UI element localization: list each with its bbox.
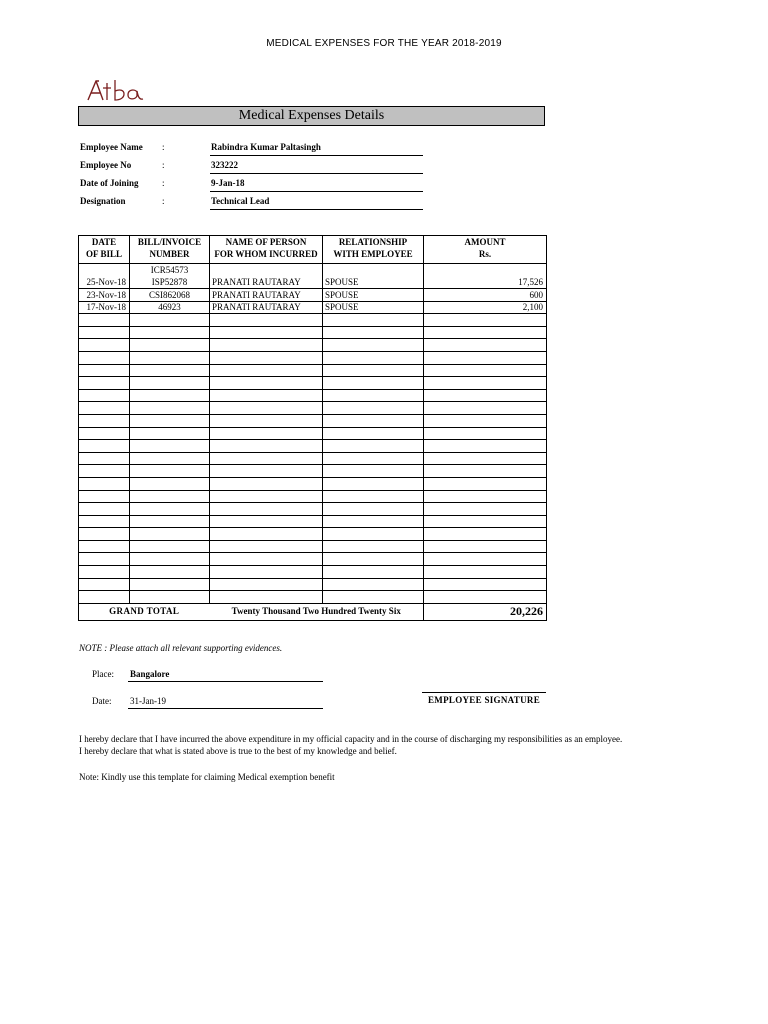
empty-cell [323,440,424,453]
empty-cell [130,351,210,364]
empty-cell [210,540,323,553]
amount-cell: 2,100 [424,301,547,314]
empty-cell [130,515,210,528]
empty-cell [210,389,323,402]
bill-date-cell: 17-Nov-18 [79,301,130,314]
empty-cell [79,540,130,553]
empty-table-row [79,427,547,440]
empty-cell [79,414,130,427]
empty-table-row [79,503,547,516]
empty-cell [323,364,424,377]
empty-cell [210,477,323,490]
date-of-joining-colon: : [162,178,165,188]
empty-table-row [79,528,547,541]
empty-cell [130,503,210,516]
empty-cell [79,503,130,516]
empty-cell [424,591,547,604]
empty-cell [323,326,424,339]
column-header-amount: AMOUNT Rs. [424,236,547,264]
empty-cell [79,490,130,503]
empty-cell [323,339,424,352]
empty-cell [130,414,210,427]
empty-table-row [79,566,547,579]
page-title: MEDICAL EXPENSES FOR THE YEAR 2018-2019 [266,38,502,49]
empty-cell [130,591,210,604]
grand-total-in-words: Twenty Thousand Two Hundred Twenty Six [210,603,424,620]
empty-cell [323,540,424,553]
empty-cell [424,314,547,327]
person-name-cell: PRANATI RAUTARAY [210,301,323,314]
empty-cell [323,314,424,327]
place-value: Bangalore [128,669,323,682]
amount-cell: 17,526 [424,264,547,289]
empty-cell [424,528,547,541]
designation-value: Technical Lead [210,196,423,210]
empty-cell [210,465,323,478]
supporting-evidence-note: NOTE : Please attach all relevant supporting evidences. [79,643,283,653]
employee-no-colon: : [162,160,165,170]
empty-cell [79,578,130,591]
empty-cell [210,314,323,327]
empty-cell [210,503,323,516]
empty-cell [210,339,323,352]
empty-cell [323,351,424,364]
grand-total-label: GRAND TOTAL [79,603,210,620]
column-header-person-name: NAME OF PERSON FOR WHOM INCURRED [210,236,323,264]
empty-cell [424,452,547,465]
person-name-cell: PRANATI RAUTARAY [210,264,323,289]
empty-cell [424,427,547,440]
empty-cell [323,503,424,516]
empty-table-row [79,515,547,528]
empty-cell [424,578,547,591]
empty-cell [210,490,323,503]
empty-table-row [79,326,547,339]
employee-signature-label: EMPLOYEE SIGNATURE [422,692,546,705]
empty-cell [323,427,424,440]
empty-cell [323,591,424,604]
bill-date-cell: 25-Nov-18 [79,264,130,289]
employee-no-label: Employee No [80,160,132,170]
empty-cell [210,427,323,440]
place-label: Place: [92,669,114,679]
bill-number-cell: 46923 [130,301,210,314]
empty-cell [130,477,210,490]
empty-cell [130,326,210,339]
empty-cell [424,503,547,516]
empty-table-row [79,452,547,465]
column-header-bill-number: BILL/INVOICE NUMBER [130,236,210,264]
empty-cell [79,477,130,490]
empty-cell [424,553,547,566]
empty-cell [130,452,210,465]
empty-cell [424,364,547,377]
empty-cell [323,452,424,465]
empty-cell [210,377,323,390]
empty-cell [210,591,323,604]
empty-cell [210,553,323,566]
declaration-line-1: I hereby declare that I have incurred the above expenditure in my official capacity and in the course of discharging my responsibilities as an employee. [79,734,623,744]
empty-cell [130,377,210,390]
empty-cell [210,440,323,453]
employee-name-label: Employee Name [80,142,143,152]
empty-cell [130,402,210,415]
empty-cell [424,477,547,490]
empty-cell [210,515,323,528]
empty-cell [79,465,130,478]
empty-cell [424,440,547,453]
empty-table-row [79,351,547,364]
empty-table-row [79,402,547,415]
bill-number-cell: ICR54573 ISP52878 [130,264,210,289]
empty-cell [79,553,130,566]
empty-cell [323,553,424,566]
column-header-relationship: RELATIONSHIP WITH EMPLOYEE [323,236,424,264]
empty-cell [130,553,210,566]
empty-cell [424,339,547,352]
empty-cell [210,566,323,579]
empty-table-row [79,477,547,490]
empty-cell [79,377,130,390]
empty-cell [323,528,424,541]
empty-table-row [79,314,547,327]
relationship-cell: SPOUSE [323,289,424,302]
date-of-joining-label: Date of Joining [80,178,139,188]
empty-cell [130,314,210,327]
empty-cell [79,440,130,453]
empty-table-row [79,377,547,390]
designation-colon: : [162,196,165,206]
empty-cell [130,427,210,440]
empty-cell [424,515,547,528]
empty-cell [79,528,130,541]
empty-table-row [79,540,547,553]
date-label: Date: [92,696,112,706]
table-header-row [79,236,547,264]
date-value: 31-Jan-19 [128,696,323,709]
empty-table-row [79,591,547,604]
designation-label: Designation [80,196,126,206]
empty-cell [130,566,210,579]
empty-cell [424,402,547,415]
empty-cell [130,490,210,503]
table-row [79,301,547,314]
bill-date-cell: 23-Nov-18 [79,289,130,302]
date-of-joining-value: 9-Jan-18 [210,178,423,192]
empty-table-row [79,364,547,377]
exemption-note: Note: Kindly use this template for claiming Medical exemption benefit [79,772,335,782]
empty-cell [323,402,424,415]
grand-total-row [79,603,547,620]
bill-number-cell: CSI862068 [130,289,210,302]
empty-cell [424,326,547,339]
empty-cell [130,465,210,478]
grand-total-amount: 20,226 [424,603,547,620]
empty-cell [130,389,210,402]
empty-cell [424,490,547,503]
employee-name-colon: : [162,142,165,152]
form-title-banner: Medical Expenses Details [78,106,545,126]
empty-cell [424,540,547,553]
empty-cell [79,326,130,339]
empty-cell [79,389,130,402]
empty-table-row [79,414,547,427]
empty-cell [130,528,210,541]
empty-cell [323,515,424,528]
empty-cell [210,414,323,427]
empty-cell [79,402,130,415]
empty-cell [424,389,547,402]
empty-cell [323,578,424,591]
empty-cell [79,566,130,579]
empty-cell [210,364,323,377]
empty-cell [323,377,424,390]
empty-cell [79,591,130,604]
table-row [79,264,547,289]
empty-cell [424,377,547,390]
empty-cell [424,414,547,427]
empty-table-row [79,389,547,402]
empty-cell [323,490,424,503]
employee-name-value: Rabindra Kumar Paltasingh [210,142,423,156]
empty-cell [424,566,547,579]
empty-cell [79,339,130,352]
empty-cell [323,389,424,402]
empty-cell [323,414,424,427]
empty-cell [79,452,130,465]
empty-cell [424,351,547,364]
empty-cell [79,314,130,327]
empty-table-row [79,490,547,503]
empty-table-row [79,339,547,352]
expenses-table [78,235,547,621]
empty-cell [210,402,323,415]
relationship-cell: SPOUSE [323,301,424,314]
empty-cell [79,351,130,364]
empty-table-row [79,553,547,566]
declaration-line-2: I hereby declare that what is stated above is true to the best of my knowledge and belief. [79,746,397,756]
empty-cell [323,477,424,490]
person-name-cell: PRANATI RAUTARAY [210,289,323,302]
column-header-date: DATE OF BILL [79,236,130,264]
empty-cell [79,515,130,528]
empty-cell [130,440,210,453]
employee-no-value: 323222 [210,160,423,174]
company-logo [86,76,146,104]
empty-cell [210,351,323,364]
empty-table-row [79,465,547,478]
empty-cell [210,326,323,339]
amount-cell: 600 [424,289,547,302]
empty-cell [210,528,323,541]
empty-cell [79,364,130,377]
empty-table-row [79,578,547,591]
empty-cell [130,578,210,591]
empty-table-row [79,440,547,453]
empty-cell [79,427,130,440]
empty-cell [424,465,547,478]
empty-cell [210,452,323,465]
empty-cell [130,540,210,553]
empty-cell [323,465,424,478]
empty-cell [323,566,424,579]
empty-cell [210,578,323,591]
empty-cell [130,364,210,377]
relationship-cell: SPOUSE [323,264,424,289]
table-row [79,289,547,302]
empty-cell [130,339,210,352]
